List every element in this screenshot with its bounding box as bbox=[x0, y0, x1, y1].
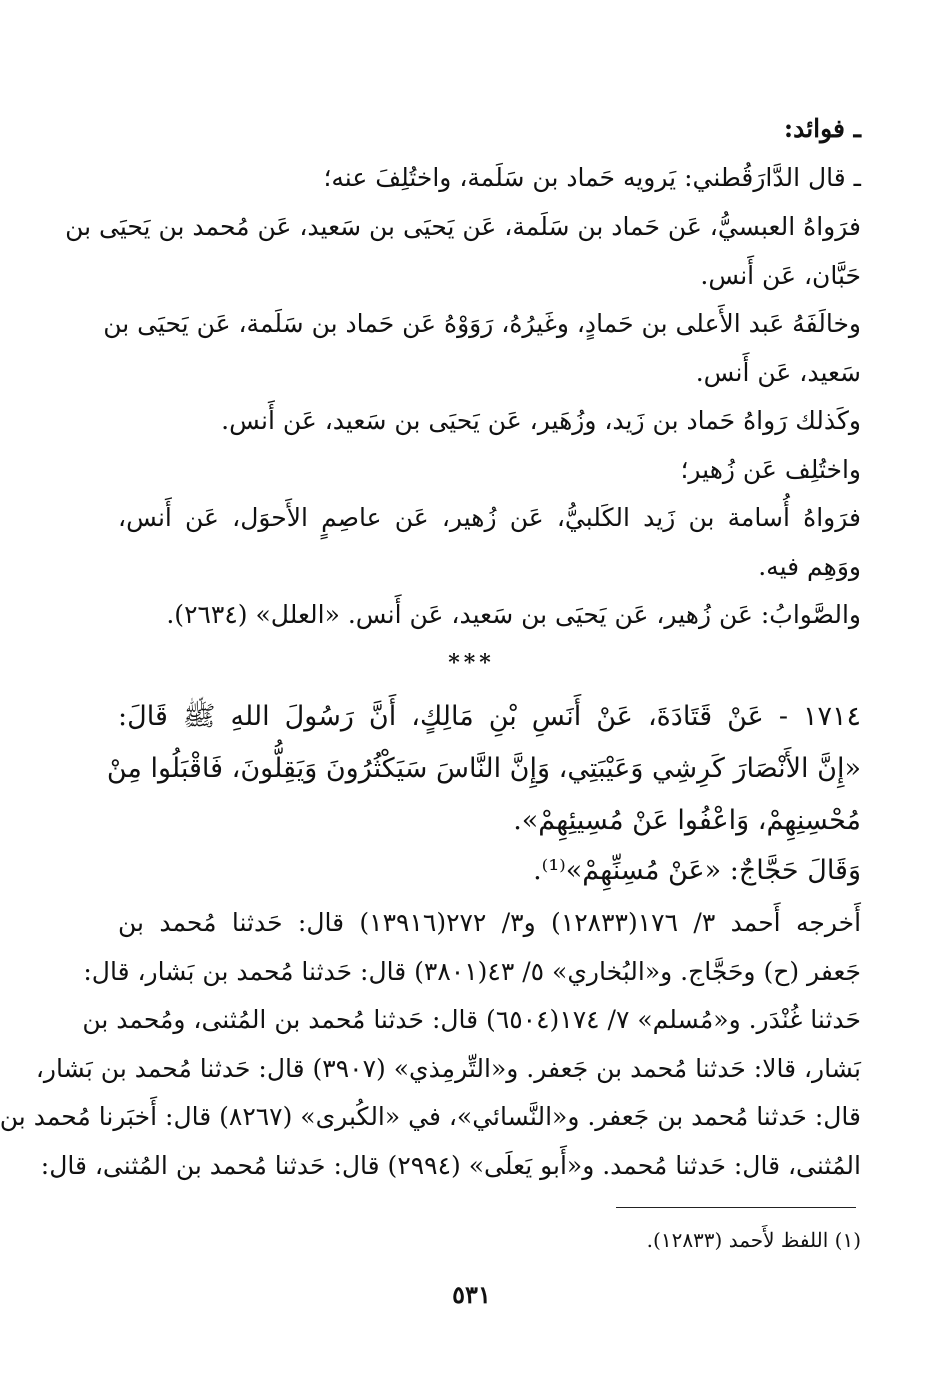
text-line: ـ قال الدَّارَقُطني: يَرويه حَماد بن سَلَمة، واختُلِفَ عنه؛ bbox=[323, 163, 861, 192]
takhrij-line: أَخرجه أَحمد ٣/ ١٧٦(١٢٨٣٣) و٣/ ٢٧٢(١٣٩١٦) قال: حَدثنا مُحمد بن bbox=[118, 908, 862, 937]
hadith-line: «إِنَّ الأَنْصَارَ كَرِشِي وَعَيْبَتِي، وَإِنَّ النَّاسَ سَيَكْثُرُونَ وَيَقِلُّونَ، فَاقْبَلُوا مِنْ bbox=[106, 753, 861, 784]
text-line: واختُلِف عَن زُهير؛ bbox=[680, 455, 861, 484]
text-line: والصَّوابُ: عَن زُهير، عَن يَحيَى بن سَعيد، عَن أَنس. «العلل» (٢٦٣٤). bbox=[166, 600, 861, 629]
takhrij-line: قال: حَدثنا مُحمد بن جَعفر. و«النَّسائي»، في «الكُبرى» (٨٢٦٧) قال: أَخبَرنا مُحمد بن bbox=[0, 1102, 861, 1131]
section-separator: *** bbox=[448, 650, 495, 676]
footnote-rule bbox=[616, 1207, 856, 1208]
page-number: ٥٣١ bbox=[452, 1280, 491, 1309]
section-heading: ـ فوائد: bbox=[783, 114, 861, 143]
text-line: وكَذلك رَواهُ حَماد بن زَيد، وزُهَير، عَن يَحيَى بن سَعيد، عَن أَنس. bbox=[221, 406, 861, 435]
text-line: وخالَفَهُ عَبد الأَعلى بن حَمادٍ، وغَيرُهُ، رَوَوْهُ عَن حَماد بن سَلَمة، عَن يَحيَى بن bbox=[103, 309, 861, 338]
text-line: سَعيد، عَن أَنس. bbox=[695, 358, 861, 387]
text-line: فرَواهُ أُسامة بن زَيد الكَلبيُّ، عَن زُهير، عَن عاصِمٍ الأَحوَل، عَن أَنس، bbox=[118, 503, 861, 532]
takhrij-line: حَدثنا غُنْدَر. و«مُسلم» ٧/ ١٧٤(٦٥٠٤) قال: حَدثنا مُحمد بن المُثنى، ومُحمد بن bbox=[82, 1005, 861, 1034]
footnote: (١) اللفظ لأَحمد (١٢٨٣٣). bbox=[646, 1228, 861, 1252]
hadith-line: ١٧١٤ - عَنْ قَتَادَةَ، عَنْ أَنَسِ بْنِ مَالِكٍ، أَنَّ رَسُولَ اللهِ ﷺ قَالَ: bbox=[118, 701, 861, 732]
text-line: ووَهِم فيه. bbox=[758, 552, 861, 581]
hadith-line: وَقَالَ حَجَّاجٌ: «عَنْ مُسِنِّهِمْ»⁽¹⁾. bbox=[533, 855, 861, 886]
text-line: حَبَّان، عَن أَنس. bbox=[700, 261, 861, 290]
takhrij-line: جَعفر (ح) وحَجَّاج. و«البُخاري» ٥/ ٤٣(٣٨٠١) قال: حَدثنا مُحمد بن بَشار، قال: bbox=[83, 957, 861, 986]
text-line: فرَواهُ العبسيُّ، عَن حَماد بن سَلَمة، عَن يَحيَى بن سَعيد، عَن مُحمد بن يَحيَى بن bbox=[65, 212, 861, 241]
hadith-line: مُحْسِنِهِمْ، وَاعْفُوا عَنْ مُسِيئِهِمْ». bbox=[513, 805, 861, 836]
takhrij-line: المُثنى، قال: حَدثنا مُحمد. و«أَبو يَعلَى» (٢٩٩٤) قال: حَدثنا مُحمد بن المُثنى، قال: bbox=[40, 1151, 861, 1180]
takhrij-line: بَشار، قالا: حَدثنا مُحمد بن جَعفر. و«التِّرمِذي» (٣٩٠٧) قال: حَدثنا مُحمد بن بَشار، bbox=[35, 1054, 861, 1083]
